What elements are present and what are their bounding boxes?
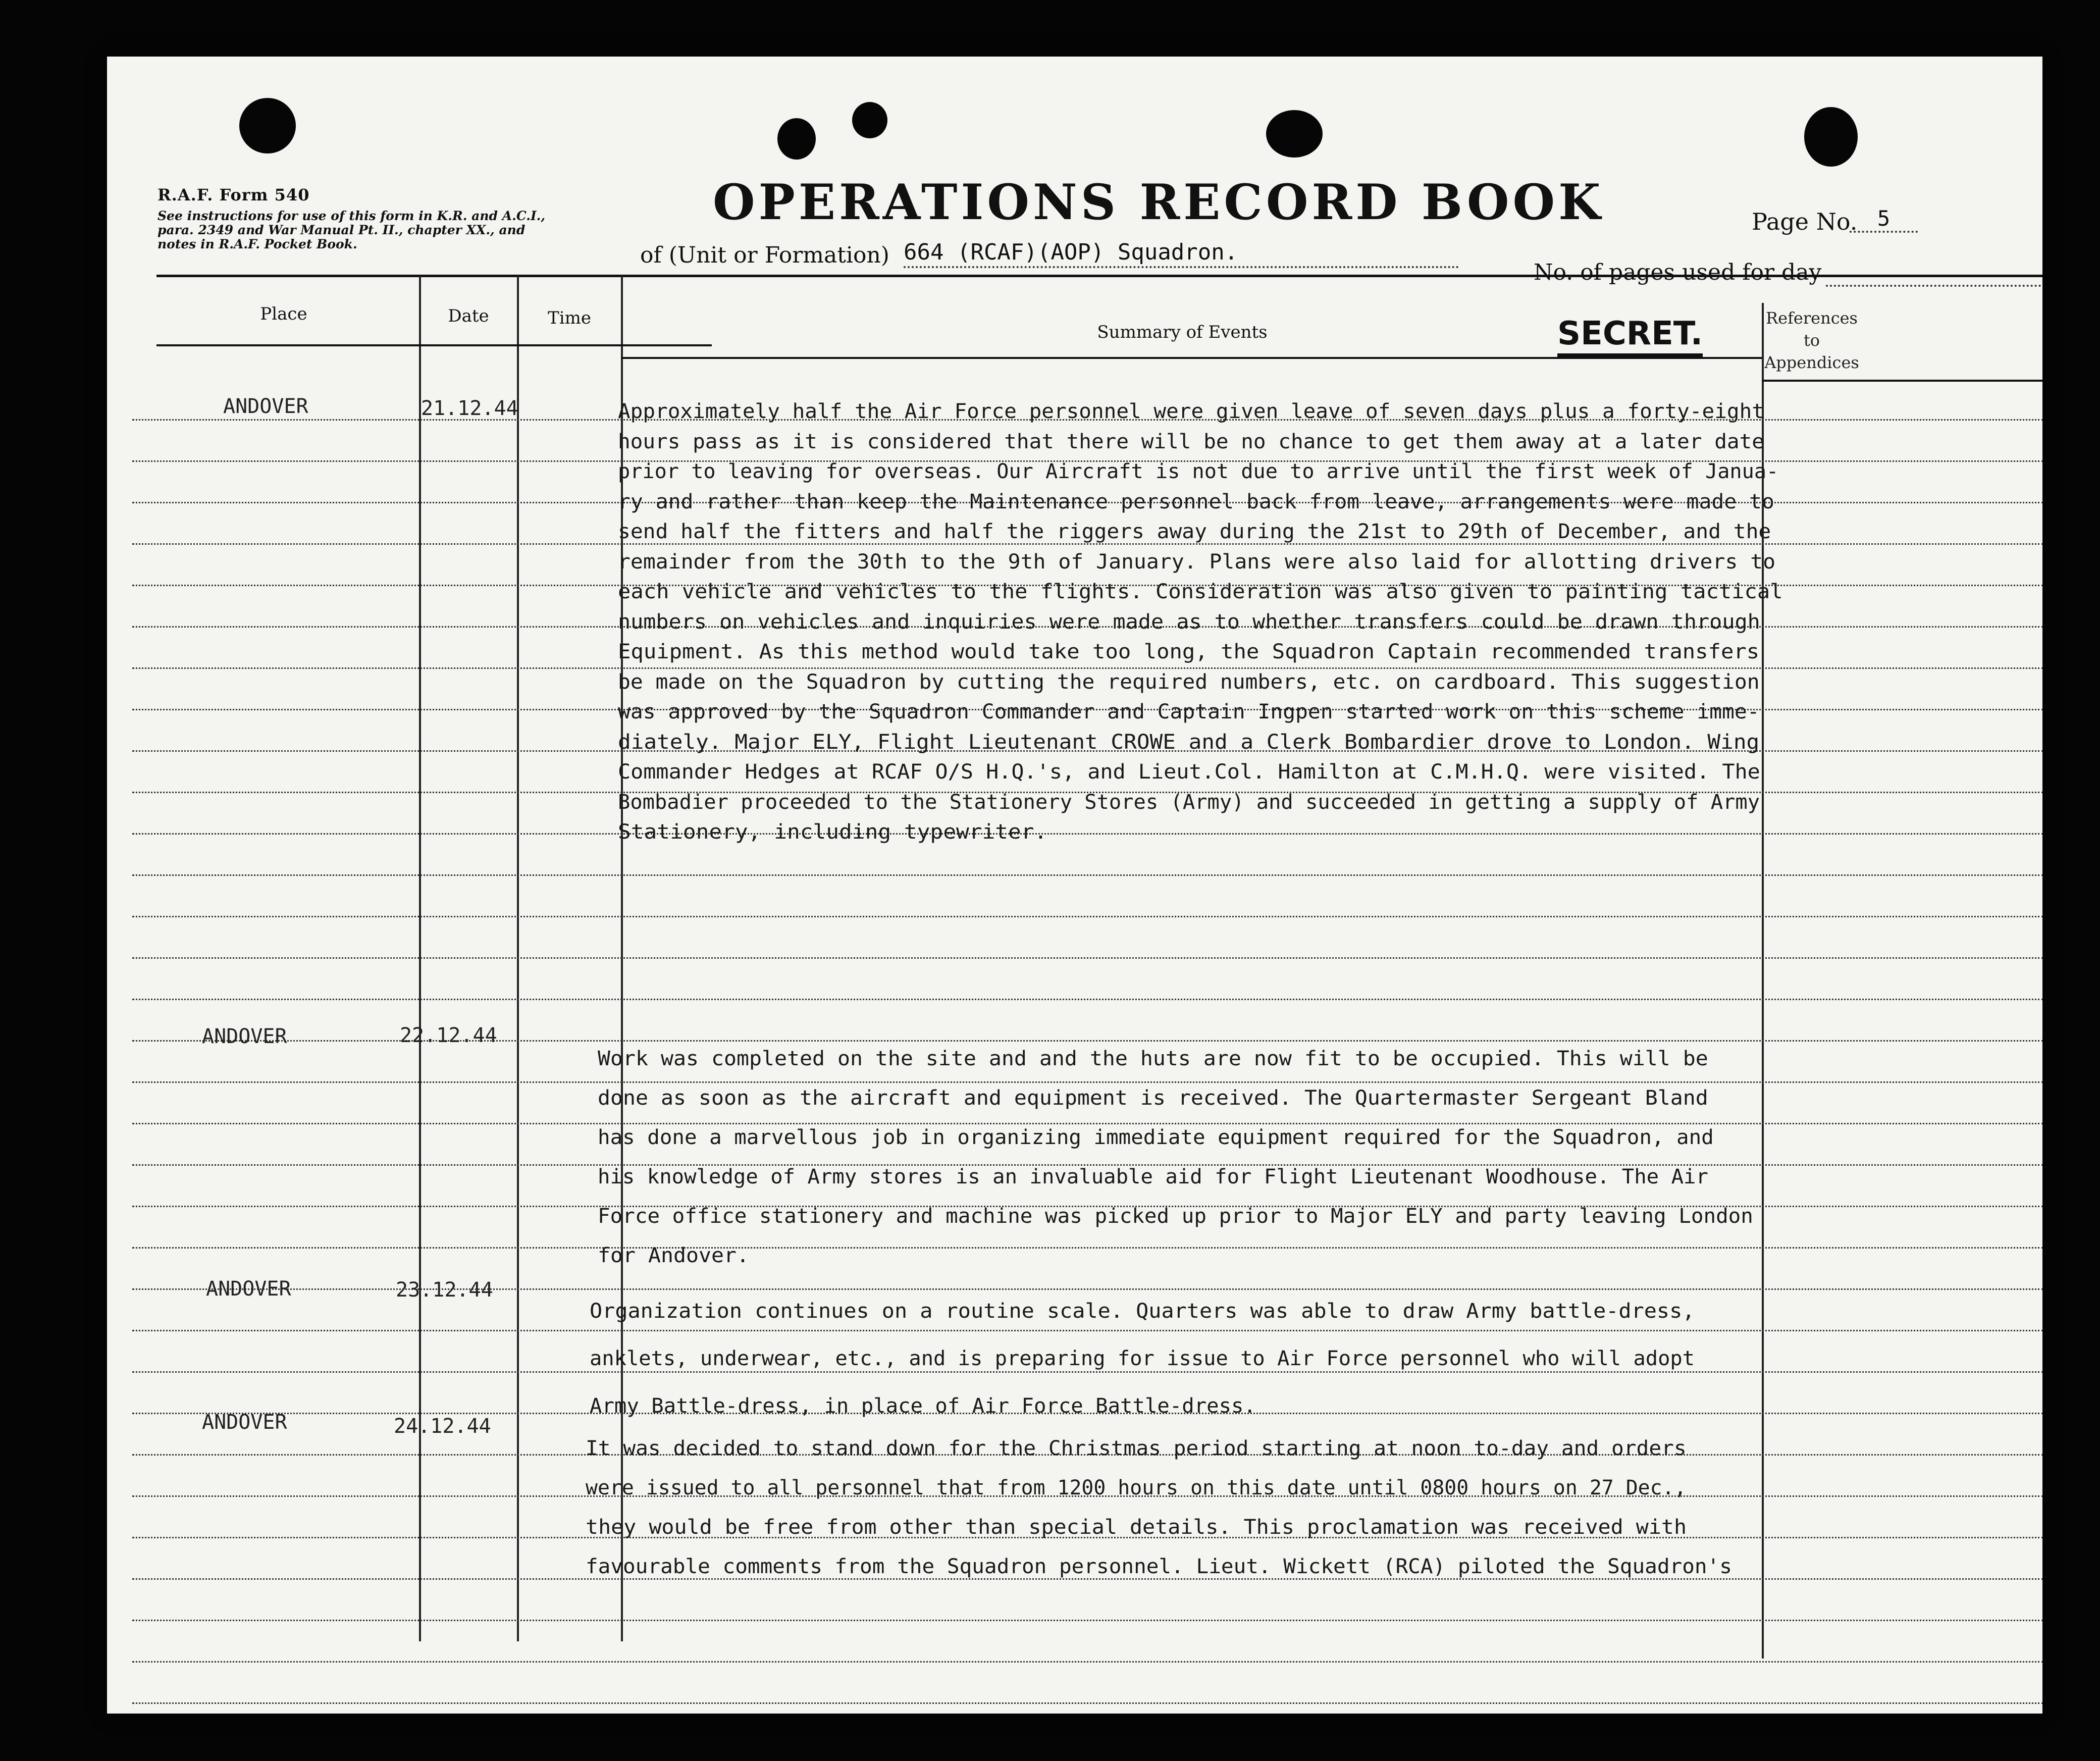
summary-line: send half the fitters and half the riggers away during the 21st to 29th of December, and the — [618, 520, 1771, 543]
summary-line: be made on the Squadron by cutting the required numbers, etc. on cardboard. This suggestion — [618, 670, 1760, 694]
ruled-line — [132, 1578, 2042, 1580]
ruled-line — [132, 1081, 2042, 1083]
summary-line: Approximately half the Air Force personnel were given leave of seven days plus a forty-eight — [618, 400, 1764, 423]
summary-line: favourable comments from the Squadron personnel. Lieut. Wickett (RCA) piloted the Squadron's — [586, 1555, 1732, 1578]
summary-line: anklets, underwear, etc., and is preparing for issue to Air Force personnel who will adopt — [590, 1347, 1695, 1370]
ruled-line — [132, 543, 2042, 545]
summary-line: Stationery, including typewriter. — [618, 820, 1047, 844]
entry-date: 22.12.44 — [400, 1024, 497, 1047]
summary-line: ry and rather than keep the Maintenance personnel back from leave, arrangements were made to — [618, 490, 1774, 513]
ruled-line — [132, 916, 2042, 917]
summary-line: has done a marvellous job in organizing immediate equipment required for the Squadron, and — [598, 1126, 1714, 1149]
summary-line: they would be free from other than special details. This proclamation was received with — [586, 1516, 1687, 1539]
summary-line: for Andover. — [598, 1244, 749, 1267]
summary-line: It was decided to stand down for the Christmas period starting at noon to-day and orders — [586, 1437, 1687, 1460]
ruled-line — [132, 1371, 2042, 1373]
summary-line: Organization continues on a routine scale. Quarters was able to draw Army battle-dress, — [590, 1300, 1695, 1323]
unit-value: 664 (RCAF)(AOP) Squadron. — [904, 239, 1459, 268]
entry-date: 21.12.44 — [421, 397, 518, 420]
header-bottom-rule — [1762, 380, 2042, 382]
column-header-references: References to Appendices — [1764, 308, 1859, 372]
column-header-place: Place — [260, 304, 307, 324]
form-id: R.A.F. Form 540 — [158, 185, 310, 204]
ruled-line — [132, 957, 2042, 959]
ruled-line — [132, 874, 2042, 876]
summary-line: Army Battle-dress, in place of Air Force Battle-dress. — [590, 1394, 1256, 1418]
summary-line: remainder from the 30th to the 9th of January. Plans were also laid for allotting drivers to — [618, 550, 1776, 574]
ruled-line — [132, 999, 2042, 1000]
column-header-date: Date — [448, 306, 489, 326]
summary-line: Bombadier proceeded to the Stationery Stores (Army) and succeeded in getting a supply of Army — [618, 790, 1760, 814]
page-number-label: Page No. — [1752, 208, 1858, 235]
column-header-time: Time — [548, 308, 591, 328]
summary-line: Equipment. As this method would take too long, the Squadron Captain recommended transfers — [618, 640, 1760, 663]
summary-line: hours pass as it is considered that there will be no chance to get them away at a later date — [618, 430, 1764, 453]
record-sheet — [107, 57, 2042, 1714]
summary-line: were issued to all personnel that from 1200 hours on this date until 0800 hours on 27 Dec., — [586, 1476, 1687, 1499]
unit-label: of (Unit or Formation) — [640, 242, 889, 268]
punch-hole — [239, 98, 296, 153]
classification-stamp: SECRET. — [1557, 315, 1703, 357]
entry-date: 24.12.44 — [394, 1415, 491, 1438]
pages-used-field — [1826, 285, 2042, 287]
column-header-summary: Summary of Events — [1097, 322, 1268, 342]
entry-place: ANDOVER — [206, 1277, 291, 1301]
header-bottom-rule — [621, 357, 1762, 359]
ruled-line — [132, 1702, 2042, 1704]
punch-hole — [1804, 107, 1858, 167]
summary-line: prior to leaving for overseas. Our Aircraft is not due to arrive until the first week of Janua- — [618, 460, 1779, 483]
punch-hole — [777, 118, 816, 160]
page-title: OPERATIONS RECORD BOOK — [713, 174, 1604, 231]
ruled-line — [132, 833, 2042, 835]
ruled-line — [132, 667, 2042, 669]
summary-line: each vehicle and vehicles to the flights. Consideration was also given to painting tactical — [618, 580, 1783, 603]
summary-line: done as soon as the aircraft and equipment is received. The Quartermaster Sergeant Bland — [598, 1086, 1708, 1110]
entry-place: ANDOVER — [202, 1025, 287, 1048]
summary-line: numbers on vehicles and inquiries were made as to whether transfers could be drawn through — [618, 610, 1760, 634]
entry-date: 23.12.44 — [396, 1278, 493, 1302]
punch-hole — [852, 102, 887, 138]
ruled-line — [132, 1247, 2042, 1249]
ruled-line — [132, 1330, 2042, 1331]
punch-hole — [1266, 110, 1323, 158]
entry-place: ANDOVER — [223, 395, 308, 418]
header-bottom-rule — [156, 344, 712, 346]
summary-line: diately. Major ELY, Flight Lieutenant CROWE and a Clerk Bombardier drove to London. Wing — [618, 730, 1760, 754]
entry-place: ANDOVER — [202, 1411, 287, 1434]
page-number-value: 5 — [1850, 206, 1918, 233]
summary-line: his knowledge of Army stores is an invaluable aid for Flight Lieutenant Woodhouse. The Air — [598, 1165, 1708, 1188]
summary-line: Work was completed on the site and and the huts are now fit to be occupied. This will be — [598, 1047, 1708, 1070]
ruled-line — [132, 1123, 2042, 1124]
ruled-line — [132, 1661, 2042, 1663]
table-top-rule — [156, 275, 2042, 277]
summary-line: was approved by the Squadron Commander and Captain Ingpen started work on this scheme imme- — [618, 700, 1760, 723]
form-instructions: See instructions for use of this form in K.R. and A.C.I., para. 2349 and War Manual Pt. II., chapter XX., and notes in R.A.F. Pocket Book. — [158, 209, 546, 251]
ruled-line — [132, 1620, 2042, 1621]
summary-line: Force office stationery and machine was picked up prior to Major ELY and party leaving London — [598, 1205, 1753, 1228]
summary-line: Commander Hedges at RCAF O/S H.Q.'s, and Lieut.Col. Hamilton at C.M.H.Q. were visited. The — [618, 760, 1760, 784]
pages-used-label: No. of pages used for day — [1534, 260, 1822, 285]
